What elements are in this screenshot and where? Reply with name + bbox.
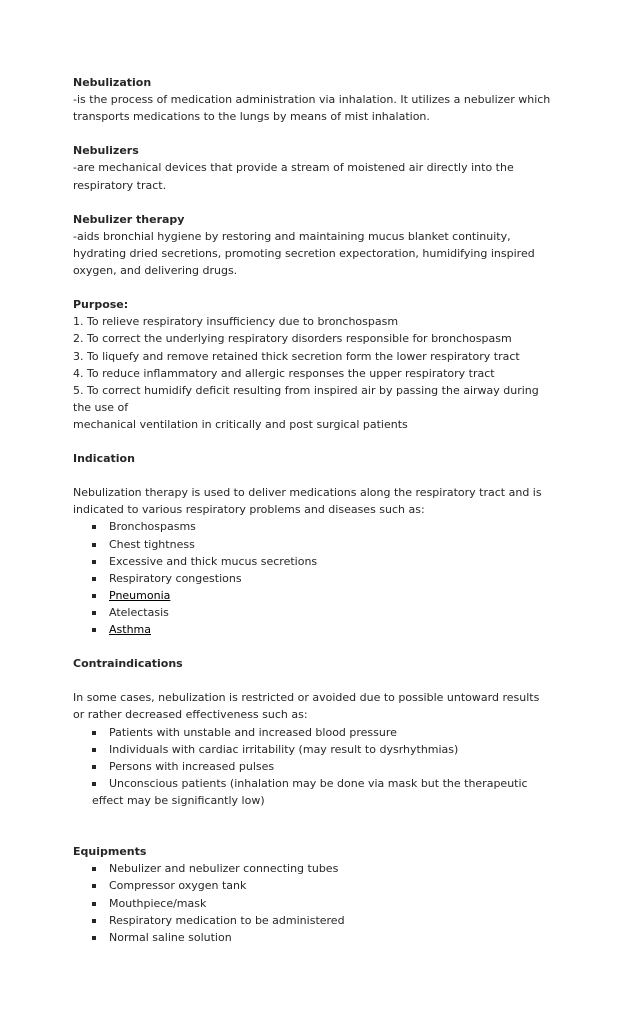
purpose-item: 5. To correct humidify deficit resulting from inspired air by passing the airway during [73,383,539,397]
therapy-text: hydrating dried secretions, promoting secretion expectoration, humidifying inspired [73,246,535,260]
contraindications-heading: Contraindications [73,657,183,671]
equipments-list [73,860,563,945]
list-item: Atelectasis [73,604,563,621]
nebulization-text: -is the process of medication administration via inhalation. It utilizes a nebulizer which [73,93,551,107]
document-page [73,74,563,946]
list-item: Mouthpiece/mask [73,895,563,912]
list-item: Bronchospasms [73,518,563,535]
list-item [73,587,563,604]
indication-intro: Nebulization therapy is used to deliver medications along the respiratory tract and is [73,486,542,500]
list-item: Compressor oxygen tank [73,877,563,894]
therapy-text: oxygen, and delivering drugs. [73,264,238,278]
nebulization-text: transports medications to the lungs by means of mist inhalation. [73,110,430,124]
purpose-item: 4. To reduce inflammatory and allergic responses the upper respiratory tract [73,366,495,380]
indication-intro: indicated to various respiratory problems and diseases such as: [73,503,425,517]
indication-heading: Indication [73,452,135,466]
purpose-item: the use of [73,400,129,414]
equipments-heading: Equipments [73,845,147,859]
indication-list [73,518,563,638]
list-item: Respiratory medication to be administered [73,912,563,929]
purpose-item: 3. To liquefy and remove retained thick secretion form the lower respiratory tract [73,349,520,363]
therapy-heading: Nebulizer therapy [73,212,185,226]
contraindication-continuation: effect may be significantly low) [92,793,265,807]
purpose-heading: Purpose: [73,298,129,312]
nebulization-heading: Nebulization [73,76,152,89]
asthma-link[interactable]: Asthma [109,623,151,636]
therapy-text: -aids bronchial hygiene by restoring and maintaining mucus blanket continuity, [73,229,511,243]
nebulizers-text: -are mechanical devices that provide a stream of moistened air directly into the [73,161,514,175]
list-item: Patients with unstable and increased blood pressure [73,724,563,741]
list-item: Persons with increased pulses [73,758,563,775]
purpose-item: 2. To correct the underlying respiratory disorders responsible for bronchospasm [73,332,512,346]
list-item: Excessive and thick mucus secretions [73,553,563,570]
list-item: Unconscious patients (inhalation may be done via mask but the therapeutic [73,775,563,792]
list-item: Individuals with cardiac irritability (may result to dysrhythmias) [73,741,563,758]
purpose-item: mechanical ventilation in critically and post surgical patients [73,417,408,431]
contraindications-intro: or rather decreased effectiveness such as: [73,708,308,722]
contraindications-intro: In some cases, nebulization is restricted or avoided due to possible untoward results [73,691,540,705]
list-item: Chest tightness [73,536,563,553]
list-item: Nebulizer and nebulizer connecting tubes [73,860,563,877]
list-item: Respiratory congestions [73,570,563,587]
contraindications-list [73,724,563,792]
pneumonia-link[interactable]: Pneumonia [109,588,171,602]
nebulizers-text: respiratory tract. [73,178,167,192]
purpose-item: 1. To relieve respiratory insufficiency due to bronchospasm [73,315,399,329]
nebulizers-heading: Nebulizers [73,144,139,158]
list-item [73,621,563,638]
list-item: Normal saline solution [73,929,563,946]
